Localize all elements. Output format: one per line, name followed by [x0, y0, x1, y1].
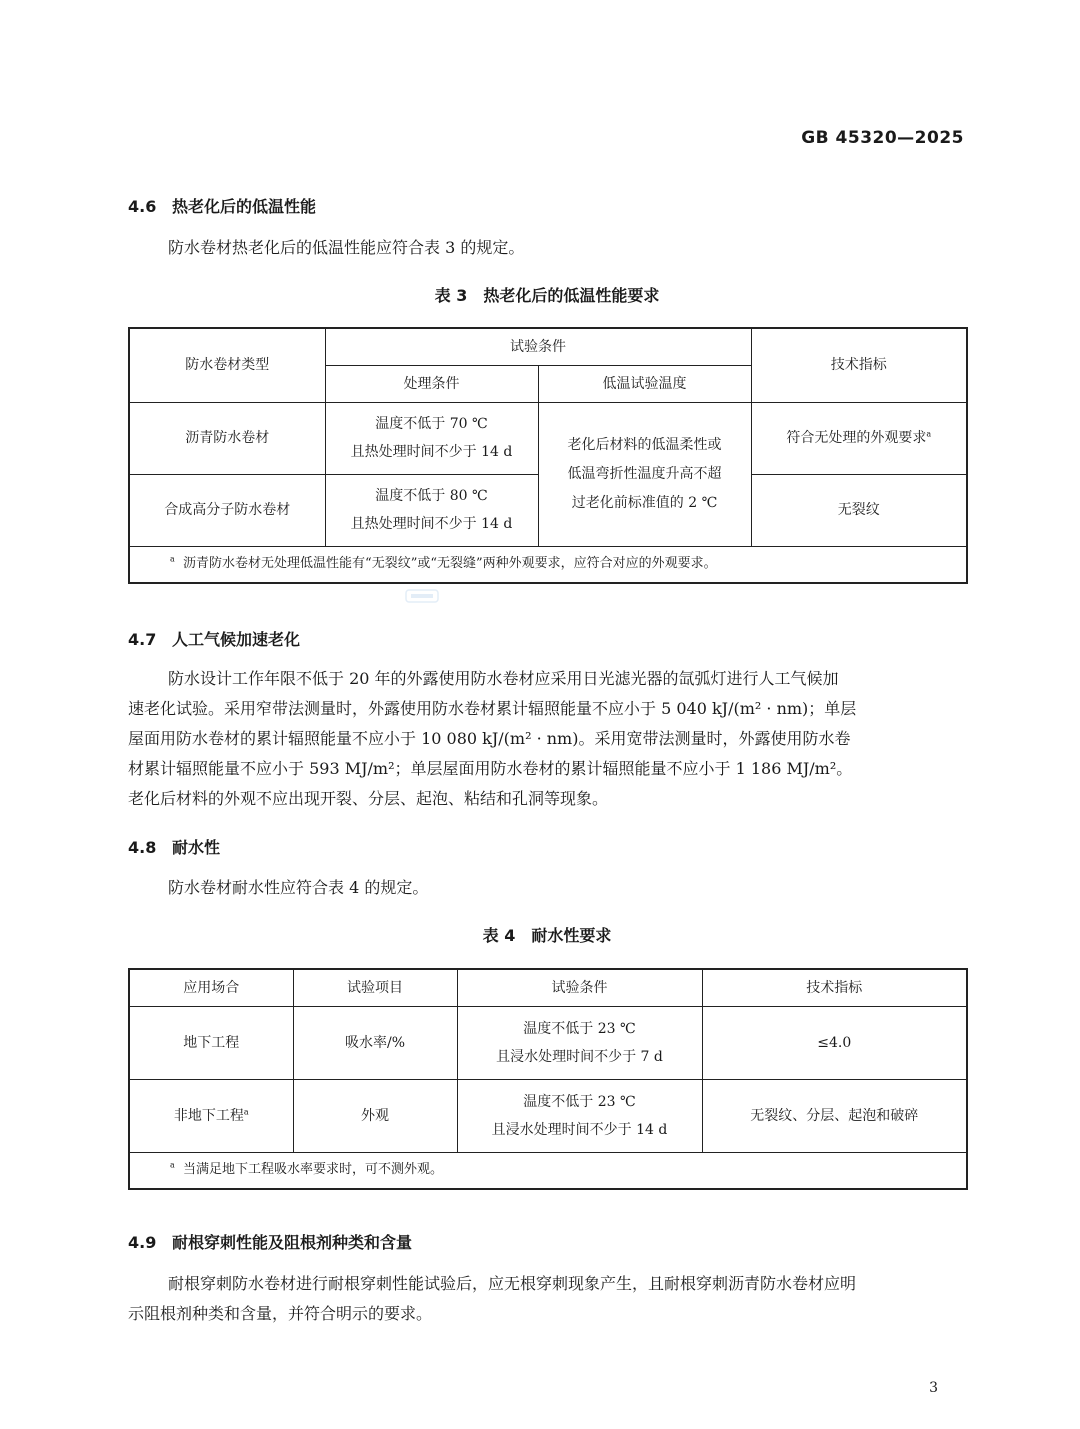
section-title: 热老化后的低温性能 [172, 197, 317, 216]
treatment-line: 且热处理时间不少于 14 d [350, 444, 513, 460]
paragraph-line [128, 664, 966, 694]
section-4-8-heading [128, 835, 220, 858]
section-number: 4.9 [128, 1233, 157, 1252]
table-header-technical-index: 技术指标 [751, 328, 967, 402]
table-3 [128, 327, 968, 584]
page-number: 3 [929, 1380, 938, 1396]
application-text: 非地下工程 [173, 1107, 244, 1124]
low-temp-line: 低温弯折性温度升高不超 [567, 465, 722, 482]
footnote-marker: a [926, 429, 932, 439]
paragraph-text: 防水设计工作年限不低于 20 年的外露使用防水卷材应采用日光滤光器的氙弧灯进行人工气候加 [168, 669, 839, 688]
footnote-marker: a [243, 1106, 249, 1116]
section-title: 耐根穿刺性能及阻根剂种类和含量 [172, 1233, 413, 1252]
paragraph-line: 示阻根剂种类和含量，并符合明示的要求。 [128, 1304, 433, 1323]
table-header-application: 应用场合 [129, 969, 293, 1006]
table-cell-index: 无裂纹 [751, 474, 967, 546]
table-cell-low-temp [538, 402, 751, 546]
section-4-6-paragraph [128, 233, 966, 263]
condition-line: 且浸水处理时间不少于 14 d [491, 1121, 668, 1138]
table-4-caption: 表 4 耐水性要求 [482, 926, 612, 945]
table-header-test-item: 试验项目 [293, 969, 457, 1006]
table-cell-index [751, 402, 967, 474]
condition-line: 且浸水处理时间不少于 7 d [496, 1048, 663, 1065]
table-3-footnote [129, 546, 967, 583]
section-number: 4.6 [128, 197, 157, 216]
table-cell-treatment [325, 402, 538, 474]
paragraph-text: 耐根穿刺防水卷材进行耐根穿刺性能试验后，应无根穿刺现象产生，且耐根穿刺沥青防水卷材应明 [168, 1274, 857, 1293]
paragraph-line: 材累计辐照能量不应小于 593 MJ/m²；单层屋面用防水卷材的累计辐照能量不应小于 1 186 MJ/m²。 [128, 759, 853, 778]
footnote-marker: a [170, 1160, 175, 1170]
section-4-9-heading [128, 1230, 412, 1253]
footnote-text: 沥青防水卷材无处理低温性能有“无裂纹”或“无裂缝”两种外观要求，应符合对应的外观要求。 [183, 556, 717, 572]
section-number: 4.7 [128, 630, 157, 649]
table-cell-conditions [457, 1006, 702, 1079]
paragraph-text: 防水卷材热老化后的低温性能应符合表 3 的规定。 [168, 238, 525, 257]
section-4-6-heading [128, 194, 316, 217]
standard-number: GB 45320—2025 [801, 128, 964, 148]
section-title: 耐水性 [172, 838, 221, 857]
table-row [129, 402, 967, 474]
paragraph-line [128, 1269, 966, 1299]
table-header-low-temp: 低温试验温度 [538, 365, 751, 402]
paragraph-line: 屋面用防水卷材的累计辐照能量不应小于 10 080 kJ/(m² · nm)。采用宽带法测量时，外露使用防水卷 [128, 729, 851, 748]
footnote-text: 当满足地下工程吸水率要求时，可不测外观。 [183, 1162, 444, 1178]
section-4-7-paragraph [128, 664, 966, 814]
table-header-treatment: 处理条件 [325, 365, 538, 402]
table-cell-conditions [457, 1079, 702, 1152]
table-cell-test-item: 吸水率/% [293, 1006, 457, 1079]
paragraph-line: 速老化试验。采用窄带法测量时，外露使用防水卷材累计辐照能量不应小于 5 040 kJ/(m² · nm)；单层 [128, 699, 857, 718]
table-cell-application: 地下工程 [129, 1006, 293, 1079]
paragraph-text: 防水卷材耐水性应符合表 4 的规定。 [168, 878, 429, 897]
table-header-test-conditions: 试验条件 [457, 969, 702, 1006]
table-3-caption: 表 3 热老化后的低温性能要求 [434, 286, 660, 305]
index-text: 符合无处理的外观要求 [786, 430, 927, 446]
section-4-8-paragraph [128, 873, 966, 903]
table-cell-test-item: 外观 [293, 1079, 457, 1152]
condition-line: 温度不低于 23 ℃ [523, 1020, 636, 1037]
paragraph-line: 老化后材料的外观不应出现开裂、分层、起泡、粘结和孔洞等现象。 [128, 789, 609, 808]
section-4-7-heading [128, 627, 300, 650]
table-header-type: 防水卷材类型 [129, 328, 325, 402]
table-row [129, 1006, 967, 1079]
table-4 [128, 968, 968, 1190]
table-4-footnote [129, 1152, 967, 1189]
treatment-line: 温度不低于 80 ℃ [375, 488, 488, 504]
section-4-9-paragraph [128, 1269, 966, 1329]
low-temp-line: 老化后材料的低温柔性或 [567, 436, 722, 453]
table-cell-index: 无裂纹、分层、起泡和破碎 [702, 1079, 967, 1152]
low-temp-line: 过老化前标准值的 2 ℃ [571, 494, 718, 511]
treatment-line: 且热处理时间不少于 14 d [350, 516, 513, 532]
section-number: 4.8 [128, 838, 157, 857]
table-row [129, 1079, 967, 1152]
table-header-test-conditions: 试验条件 [325, 328, 751, 365]
table-cell-treatment [325, 474, 538, 546]
table-cell-index: ≤4.0 [702, 1006, 967, 1079]
watermark-logo [405, 588, 439, 604]
table-cell-type: 沥青防水卷材 [129, 402, 325, 474]
condition-line: 温度不低于 23 ℃ [523, 1093, 636, 1110]
table-cell-type: 合成高分子防水卷材 [129, 474, 325, 546]
treatment-line: 温度不低于 70 ℃ [375, 416, 488, 432]
table-header-technical-index: 技术指标 [702, 969, 967, 1006]
footnote-marker: a [170, 554, 175, 564]
section-title: 人工气候加速老化 [172, 630, 301, 649]
table-cell-application [129, 1079, 293, 1152]
